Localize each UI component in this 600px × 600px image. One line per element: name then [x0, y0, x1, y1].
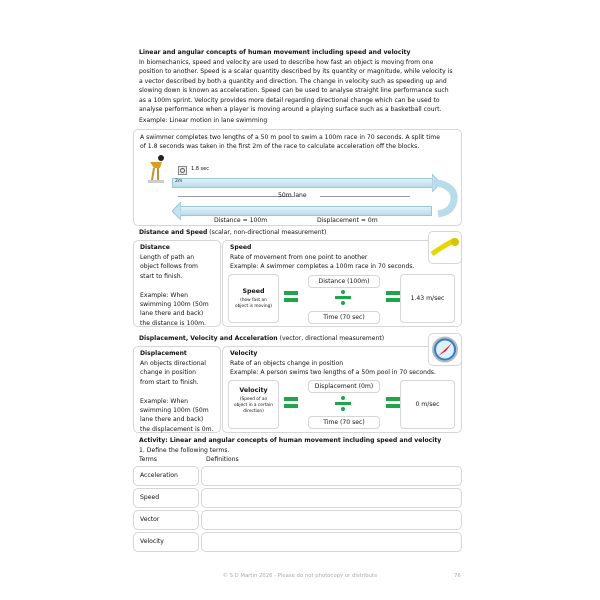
lane-line-right [320, 196, 410, 197]
vector-subtitle: (vector, directional measurement) [279, 335, 385, 342]
lane-line-left [178, 196, 294, 197]
example-label: Example: Linear motion in lane swimming [139, 117, 268, 124]
speed-box: Speed Rate of movement from one point to another Example: A swimmer completes a 100m race in 70 seconds. [222, 240, 462, 327]
start-mark: 2m [175, 179, 183, 184]
velocity-term-box: Velocity (Speed of an object in a certain direction) [228, 380, 279, 429]
intro-line: slowing down is known as acceleration. Speed can be used to analyse straight line performance such [139, 87, 449, 95]
definition-input[interactable] [201, 466, 462, 486]
vector-heading [139, 335, 384, 342]
term-velocity: Velocity [133, 532, 199, 552]
equals-icon [284, 397, 298, 408]
intro-line: a vector described by both a quantity and direction. The change in velocity such as speeding up and [139, 77, 447, 85]
velocity-result: 0 m/sec [400, 380, 455, 429]
denominator-box: Time (70 sec) [308, 311, 380, 324]
divide-icon [335, 396, 351, 411]
intro-line: In biomechanics, speed and velocity are used to describe how fast an object is moving from one [139, 59, 434, 66]
equals-icon [386, 291, 400, 302]
vector-title: Displacement, Velocity and Acceleration [139, 335, 278, 342]
definition-input[interactable] [201, 488, 462, 508]
speed-result: 1.43 m/sec [400, 274, 455, 323]
lane-label: 50m lane [278, 192, 307, 199]
intro-line: position to another. Speed is a scalar quantity described by its quantity or magnitude, while velocity is [139, 68, 453, 76]
example-line: of 1.8 seconds was taken in the first 2m of the race to calculate acceleration off the blocks. [140, 143, 420, 151]
term-vector: Vector [133, 510, 199, 530]
definitions-header: Definitions [206, 456, 239, 463]
definition-input[interactable] [201, 510, 462, 530]
stopwatch-icon [178, 165, 187, 175]
speed-term-box: Speed (how fast an object is moving) [228, 274, 279, 323]
divide-icon [335, 290, 351, 305]
scalar-title: Distance and Speed [139, 229, 208, 236]
velocity-box: Velocity Rate of an objects change in position Example: A person swims two lengths of a 50m pool in 70 seconds. [222, 346, 462, 433]
distance-title: Distance [140, 244, 170, 251]
distance-box [133, 240, 221, 327]
speed-title: Speed [230, 244, 252, 251]
term-acceleration: Acceleration [133, 466, 199, 486]
equals-icon [386, 397, 400, 408]
arrowhead-left-icon [172, 202, 181, 220]
intro-line: analyse performance when a player is moving around a playing surface such as a basketball court. [139, 106, 442, 114]
equals-icon [284, 291, 298, 302]
activity-title: Activity: Linear and angular concepts of human movement including speed and velocity [139, 437, 442, 444]
intro-line: as a 100m sprint. Velocity provides more detail regarding directional change which can be used to [139, 96, 440, 104]
activity-instruction: 1. Define the following terms. [139, 447, 230, 454]
footer-copyright: © S D Martin 2026 - Please do not photocopy or distribute [222, 573, 378, 579]
compass-icon [428, 333, 462, 366]
lane-arrow-back [180, 206, 432, 216]
u-turn-arrow-icon [432, 180, 460, 220]
example-line: A swimmer completes two lengths of a 50 m pool to swim a 100m race in 70 seconds. A split time [140, 134, 440, 141]
split-time: 1.8 sec [191, 166, 209, 172]
intro-paragraph [139, 58, 453, 114]
term-speed: Speed [133, 488, 199, 508]
intro-title: Linear and angular concepts of human movement including speed and velocity [139, 49, 411, 56]
page-number: 76 [454, 573, 461, 579]
denominator-box: Time (70 sec) [308, 416, 380, 429]
terms-header: Terms [139, 456, 157, 463]
tape-measure-icon [428, 231, 462, 264]
displacement-title: Displacement [140, 350, 187, 357]
displacement-box [133, 346, 221, 433]
displacement-label: Displacement = 0m [317, 217, 378, 224]
numerator-box: Displacement (0m) [308, 380, 380, 393]
scalar-heading [139, 229, 326, 236]
displacement-text: An objects directional change in position from start to finish. Example: When swimming 100m (50m lane there and back) the displacement is 0m. [140, 360, 214, 433]
lane-arrow-out [172, 178, 437, 188]
distance-label: Distance = 100m [214, 217, 268, 224]
example-box [133, 129, 462, 226]
numerator-box: Distance (100m) [308, 275, 380, 288]
velocity-title: Velocity [230, 350, 258, 357]
swimmer-icon [146, 154, 166, 184]
definition-input[interactable] [201, 532, 462, 552]
distance-text: Length of path an object follows from start to finish. Example: When swimming 100m (50m lane there and back) the distance is 100m. [140, 254, 209, 327]
scalar-subtitle: (scalar, non-directional measurement) [209, 229, 327, 236]
